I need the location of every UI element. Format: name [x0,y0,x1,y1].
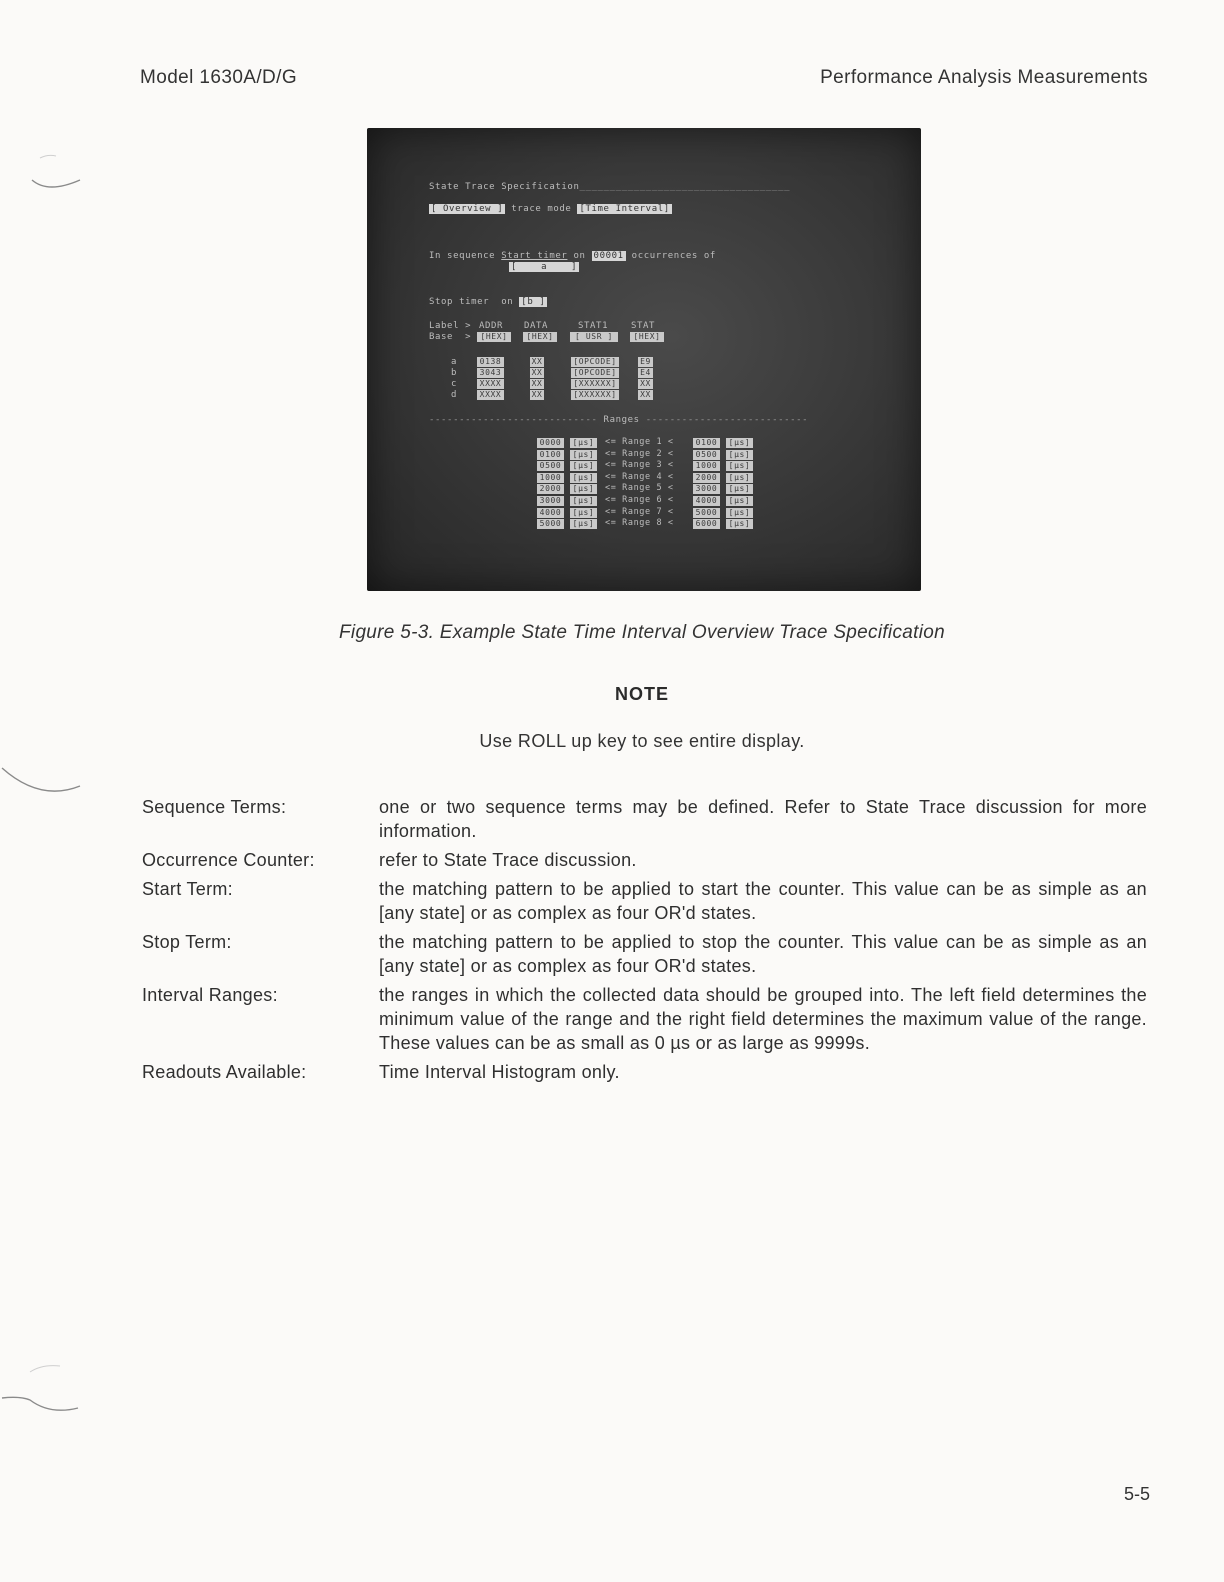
base-field-addr: [HEX] [477,332,511,342]
definition-term: Start Term: [142,879,233,899]
range-1-high: 0100 [693,438,720,448]
start-timer-label: Start timer [501,251,568,261]
definition-text: the ranges in which the collected data should be grouped into. The left field determines the minimum value of the range and the right field determines the maximum value of the range. These values can be as small as 0 µs or as large as 9999s. [379,985,1147,1053]
column-label-stat1: STAT1 [578,321,609,331]
range-3-high: 1000 [693,461,720,471]
range-4-high: 2000 [693,473,720,483]
definition-row [142,1060,1147,1084]
binder-hole-mark-middle [0,758,90,808]
range-3-label: <= Range 3 < [605,460,674,471]
note-title: NOTE [614,684,669,704]
range-5-label: <= Range 5 < [605,483,674,494]
range-4-low: 1000 [537,473,564,483]
range-7-low: 4000 [537,508,564,518]
occurrences-field: 00001 [593,251,624,261]
trace-mode-field: [Time Interval] [579,204,670,214]
range-5-low: 2000 [537,484,564,494]
range-6-low-unit: [µs] [570,496,597,506]
page-number: 5-5 [1123,1484,1150,1504]
range-8-high: 6000 [693,519,720,529]
definition-row [142,848,1147,872]
binder-hole-mark-top [18,150,88,195]
base-field-stat: [HEX] [630,332,664,342]
range-8-label: <= Range 8 < [605,518,674,529]
label-row-label: Label > [429,321,472,331]
start-timer-line [429,251,716,261]
term-b-stat: E4 [638,368,653,378]
range-8-low: 5000 [537,519,564,529]
figure-caption: Figure 5-3. Example State Time Interval Overview Trace Specification [339,622,945,643]
stop-timer-line [429,297,547,307]
term-b-data: XX [531,368,543,377]
range-5-low-unit: [µs] [570,484,597,494]
definition-row [142,795,1147,843]
definition-row [142,877,1147,925]
stop-term-field: [b ] [521,297,546,307]
start-term-field: [ a ] [511,262,578,272]
range-4-label: <= Range 4 < [605,471,674,482]
definition-text: the matching pattern to be applied to start the counter. This value can be as simple as an [any state] or as complex as four OR'd states. [379,879,1147,923]
range-6-high-unit: [µs] [726,496,753,506]
stop-timer-label: Stop timer on [429,297,514,307]
definition-text: refer to State Trace discussion. [379,850,637,870]
range-2-high-unit: [µs] [726,450,753,460]
on-label: on [573,251,586,261]
range-1-high-unit: [µs] [726,438,753,448]
range-4-low-unit: [µs] [570,473,597,483]
range-4-high-unit: [µs] [726,473,753,483]
definition-text: Time Interval Histogram only. [379,1062,620,1082]
term-letter-c: c [451,379,458,389]
definition-term: Stop Term: [142,932,232,952]
base-field-data: [HEX] [523,332,557,342]
definition-row [142,930,1147,978]
range-2-low-unit: [µs] [570,450,597,460]
term-a-stat: E9 [638,357,653,367]
term-letter-a: a [451,357,458,367]
binder-hole-mark-bottom [0,1360,90,1420]
term-c-data: XX [531,379,543,388]
column-label-addr: ADDR [479,321,504,331]
range-1-low: 0000 [537,438,564,448]
definition-term: Sequence Terms: [142,797,287,817]
term-a-stat1: [OPCODE] [571,357,619,367]
definition-text: the matching pattern to be applied to stop the counter. This value can be as simple as an [any state] or as complex as four OR'd states. [379,932,1147,976]
term-c-stat: XX [638,379,653,389]
range-2-label: <= Range 2 < [605,448,674,459]
ranges-divider: ---------------------------- Ranges --------------------------- [429,415,809,425]
term-a-addr: 0138 [477,357,504,367]
definition-row [142,983,1147,1055]
occurrences-label: occurrences of [631,251,716,261]
range-8-high-unit: [µs] [726,519,753,529]
header-model: Model 1630A/D/G [140,67,298,88]
term-letter-d: d [451,390,458,400]
term-b-addr: 3043 [477,368,504,378]
column-label-data: DATA [524,321,549,331]
term-c-addr: XXXX [477,379,504,389]
definition-text: one or two sequence terms may be defined. Refer to State Trace discussion for more information. [379,797,1147,841]
overview-field: [ Overview ] [431,204,504,214]
definition-term: Interval Ranges: [142,985,278,1005]
range-2-low: 0100 [537,450,564,460]
term-letter-b: b [451,368,458,378]
range-2-high: 0500 [693,450,720,460]
term-c-stat1: [XXXXXX] [571,379,619,389]
definition-term: Occurrence Counter: [142,850,315,870]
screen-title-line: State Trace Specification___________________________________ [429,182,791,192]
term-d-stat1: [XXXXXX] [571,390,619,400]
screen-title: State Trace Specification [429,182,580,192]
start-term-line [509,262,579,272]
trace-spec-screen-photo [367,128,921,591]
definition-list [142,795,1147,1084]
base-row-label: Base > [429,332,472,342]
definition-term: Readouts Available: [142,1062,307,1082]
range-7-high-unit: [µs] [726,508,753,518]
range-6-high: 4000 [693,496,720,506]
ranges-label: Ranges [603,415,640,425]
range-5-high: 3000 [693,484,720,494]
in-sequence-label: In sequence [429,251,496,261]
range-5-high-unit: [µs] [726,484,753,494]
base-field-stat1: [ USR ] [570,332,618,342]
header-section-title: Performance Analysis Measurements [820,67,1148,88]
range-7-label: <= Range 7 < [605,506,674,517]
range-3-high-unit: [µs] [726,461,753,471]
range-7-high: 5000 [693,508,720,518]
range-6-label: <= Range 6 < [605,495,674,505]
range-6-low: 3000 [537,496,564,506]
term-d-stat: XX [638,390,653,400]
range-7-low-unit: [µs] [570,508,597,518]
term-d-data: XX [531,390,543,399]
range-8-low-unit: [µs] [570,519,597,529]
range-3-low-unit: [µs] [570,461,597,471]
term-d-addr: XXXX [477,390,504,400]
trace-mode-label: trace mode [511,204,572,214]
range-1-low-unit: [µs] [570,438,597,448]
range-3-low: 0500 [537,461,564,471]
trace-mode-line [429,204,672,214]
term-a-data: XX [531,357,543,366]
range-1-label: <= Range 1 < [605,437,674,447]
note-body: Use ROLL up key to see entire display. [479,731,805,751]
term-b-stat1: [OPCODE] [571,368,619,378]
column-label-stat: STAT [631,321,656,331]
